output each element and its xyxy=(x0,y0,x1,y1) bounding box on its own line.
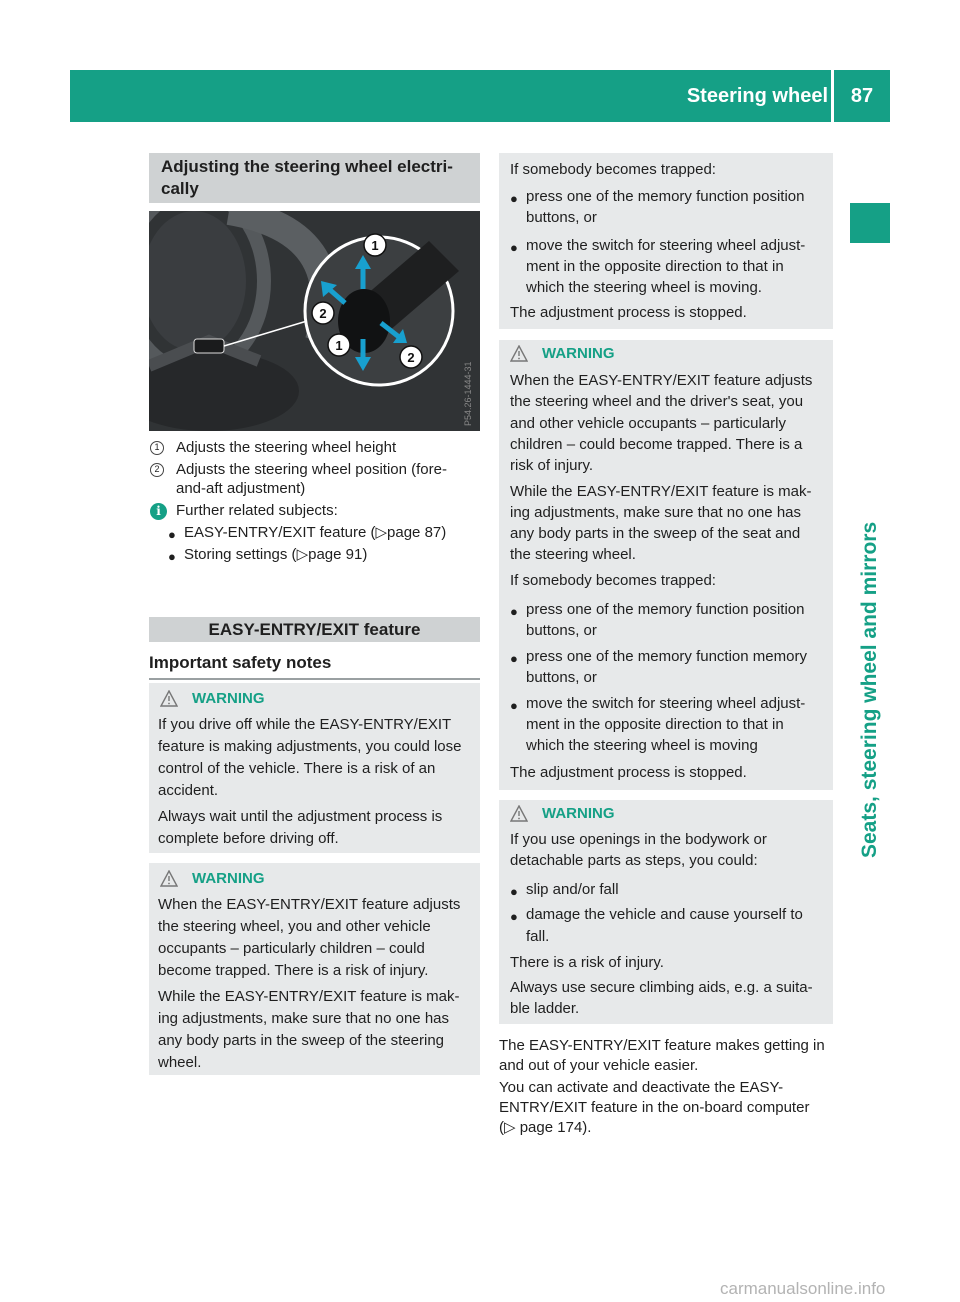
warning-line: wheel. xyxy=(158,1054,202,1071)
warning-line: Always use secure climbing aids, e.g. a suita- xyxy=(510,979,813,996)
warning-end: The adjustment process is stopped. xyxy=(510,764,747,781)
warning-line: children – could become trapped. There is a xyxy=(510,436,803,453)
warning-label: WARNING xyxy=(542,805,615,822)
bullet-line: buttons, or xyxy=(526,669,597,686)
warning-line: If somebody becomes trapped: xyxy=(510,572,716,589)
warning-triangle-icon xyxy=(160,690,178,708)
section-heading-text: EASY-ENTRY/EXIT feature xyxy=(208,620,421,639)
warning-label: WARNING xyxy=(192,870,265,887)
photo-code: P54.26-1444-31 xyxy=(463,361,473,426)
warning-line: If you use openings in the bodywork or xyxy=(510,831,767,848)
subheading-rule xyxy=(149,678,480,680)
bullet-icon: ● xyxy=(168,527,176,542)
bullet-line: press one of the memory function position xyxy=(526,188,805,205)
bullet-icon: ● xyxy=(510,909,518,924)
info-title: Further related subjects: xyxy=(176,502,338,519)
warning-label: WARNING xyxy=(542,345,615,362)
bullet-line: press one of the memory function position xyxy=(526,601,805,618)
watermark: carmanualsonline.info xyxy=(720,1279,886,1298)
warning-line: control of the vehicle. There is a risk of an xyxy=(158,760,436,777)
subheading-safety: Important safety notes xyxy=(149,653,332,672)
warning-line: ing adjustments, make sure that no one has xyxy=(158,1010,450,1027)
bullet-line: ment in the opposite direction to that in xyxy=(526,716,784,733)
trapped-end: The adjustment process is stopped. xyxy=(510,304,747,321)
warning-line: detachable parts as steps, you could: xyxy=(510,852,758,869)
warning-line: the steering wheel. xyxy=(510,546,636,563)
warning-line: any body parts in the sweep of the steering xyxy=(158,1032,445,1049)
bullet-icon: ● xyxy=(510,698,518,713)
callout-2-left: 2 xyxy=(319,306,327,321)
warning-line: risk of injury. xyxy=(510,457,594,474)
warning-header xyxy=(510,804,810,824)
bullet-line: press one of the memory function memory xyxy=(526,648,807,665)
warning-line: Always wait until the adjustment process is xyxy=(158,808,443,825)
warning-line: While the EASY-ENTRY/EXIT feature is mak- xyxy=(158,988,460,1005)
warning-line: occupants – particularly children – could xyxy=(158,940,425,957)
section-heading-easy-entry xyxy=(149,617,480,642)
bullet-line: buttons, or xyxy=(526,622,597,639)
heading-line: cally xyxy=(161,179,199,198)
warning-header xyxy=(160,869,460,889)
info-icon: i xyxy=(150,503,167,520)
body-line: The EASY-ENTRY/EXIT feature makes getting in xyxy=(499,1037,825,1054)
body-line: (▷ page 174). xyxy=(499,1119,592,1136)
bullet-line: move the switch for steering wheel adjust- xyxy=(526,237,806,254)
warning-line: and other vehicle occupants – particularly xyxy=(510,415,786,432)
bullet-icon: ● xyxy=(510,651,518,666)
heading-line: Adjusting the steering wheel electri- xyxy=(161,157,453,176)
bullet-icon: ● xyxy=(510,191,518,206)
bullet-line: damage the vehicle and cause yourself to xyxy=(526,906,803,923)
warning-label: WARNING xyxy=(192,690,265,707)
warning-line: complete before driving off. xyxy=(158,830,339,847)
bullet-line: move the switch for steering wheel adjust- xyxy=(526,695,806,712)
item-number: 1 xyxy=(150,441,164,455)
bullet-icon: ● xyxy=(510,240,518,255)
section-heading-adjusting xyxy=(149,153,480,203)
info-item: EASY-ENTRY/EXIT feature (▷page 87) xyxy=(184,524,447,541)
page-ref-icon: ▷ xyxy=(375,524,388,541)
bullet-icon: ● xyxy=(510,884,518,899)
item-number: 2 xyxy=(150,463,164,477)
warning-line: If you drive off while the EASY-ENTRY/EXIT xyxy=(158,716,452,733)
warning-line: When the EASY-ENTRY/EXIT feature adjusts xyxy=(158,896,461,913)
body-line: ENTRY/EXIT feature in the on-board computer xyxy=(499,1099,810,1116)
steering-wheel-illustration xyxy=(149,211,480,431)
warning-header xyxy=(510,344,810,364)
warning-line: any body parts in the sweep of the seat and xyxy=(510,525,801,542)
bullet-line: which the steering wheel is moving. xyxy=(526,279,762,296)
callout-1-top: 1 xyxy=(371,238,379,253)
bullet-icon: ● xyxy=(510,604,518,619)
bullet-line: fall. xyxy=(526,928,550,945)
warning-line: While the EASY-ENTRY/EXIT feature is mak- xyxy=(510,483,812,500)
header-title: Steering wheel xyxy=(686,85,828,107)
warning-triangle-icon xyxy=(160,870,178,888)
warning-line: There is a risk of injury. xyxy=(510,954,664,971)
body-line: and out of your vehicle easier. xyxy=(499,1057,699,1074)
item-text: Adjusts the steering wheel position (fore- xyxy=(176,461,447,478)
warning-line: the steering wheel and the driver's seat, you xyxy=(510,393,804,410)
side-tab-label: Seats, steering wheel and mirrors xyxy=(858,521,881,858)
warning-line: When the EASY-ENTRY/EXIT feature adjusts xyxy=(510,372,813,389)
warning-line: ble ladder. xyxy=(510,1000,580,1017)
body-line: You can activate and deactivate the EASY- xyxy=(499,1079,784,1096)
warning-line: ing adjustments, make sure that no one has xyxy=(510,504,802,521)
steering-wheel-photo xyxy=(149,211,480,431)
page-number: 87 xyxy=(850,85,874,107)
warning-header xyxy=(160,689,460,709)
page-ref-icon: ▷ xyxy=(296,546,309,563)
bullet-line: slip and/or fall xyxy=(526,881,619,898)
page-ref-icon: ▷ xyxy=(504,1119,516,1136)
bullet-icon: ● xyxy=(168,549,176,564)
trapped-intro: If somebody becomes trapped: xyxy=(510,161,716,178)
warning-line: become trapped. There is a risk of injury. xyxy=(158,962,429,979)
bullet-line: which the steering wheel is moving xyxy=(526,737,758,754)
bullet-line: ment in the opposite direction to that in xyxy=(526,258,784,275)
warning-line: feature is making adjustments, you could lose xyxy=(158,738,462,755)
warning-line: accident. xyxy=(158,782,219,799)
info-item: Storing settings (▷page 91) xyxy=(184,546,368,563)
item-text: Adjusts the steering wheel height xyxy=(176,439,397,456)
warning-triangle-icon xyxy=(510,345,528,363)
item-text: and-aft adjustment) xyxy=(176,480,306,497)
side-tab-marker xyxy=(850,203,890,243)
bullet-line: buttons, or xyxy=(526,209,597,226)
callout-1-bottom: 1 xyxy=(335,338,343,353)
callout-2-right: 2 xyxy=(407,350,415,365)
warning-line: the steering wheel, you and other vehicle xyxy=(158,918,431,935)
warning-triangle-icon xyxy=(510,805,528,823)
